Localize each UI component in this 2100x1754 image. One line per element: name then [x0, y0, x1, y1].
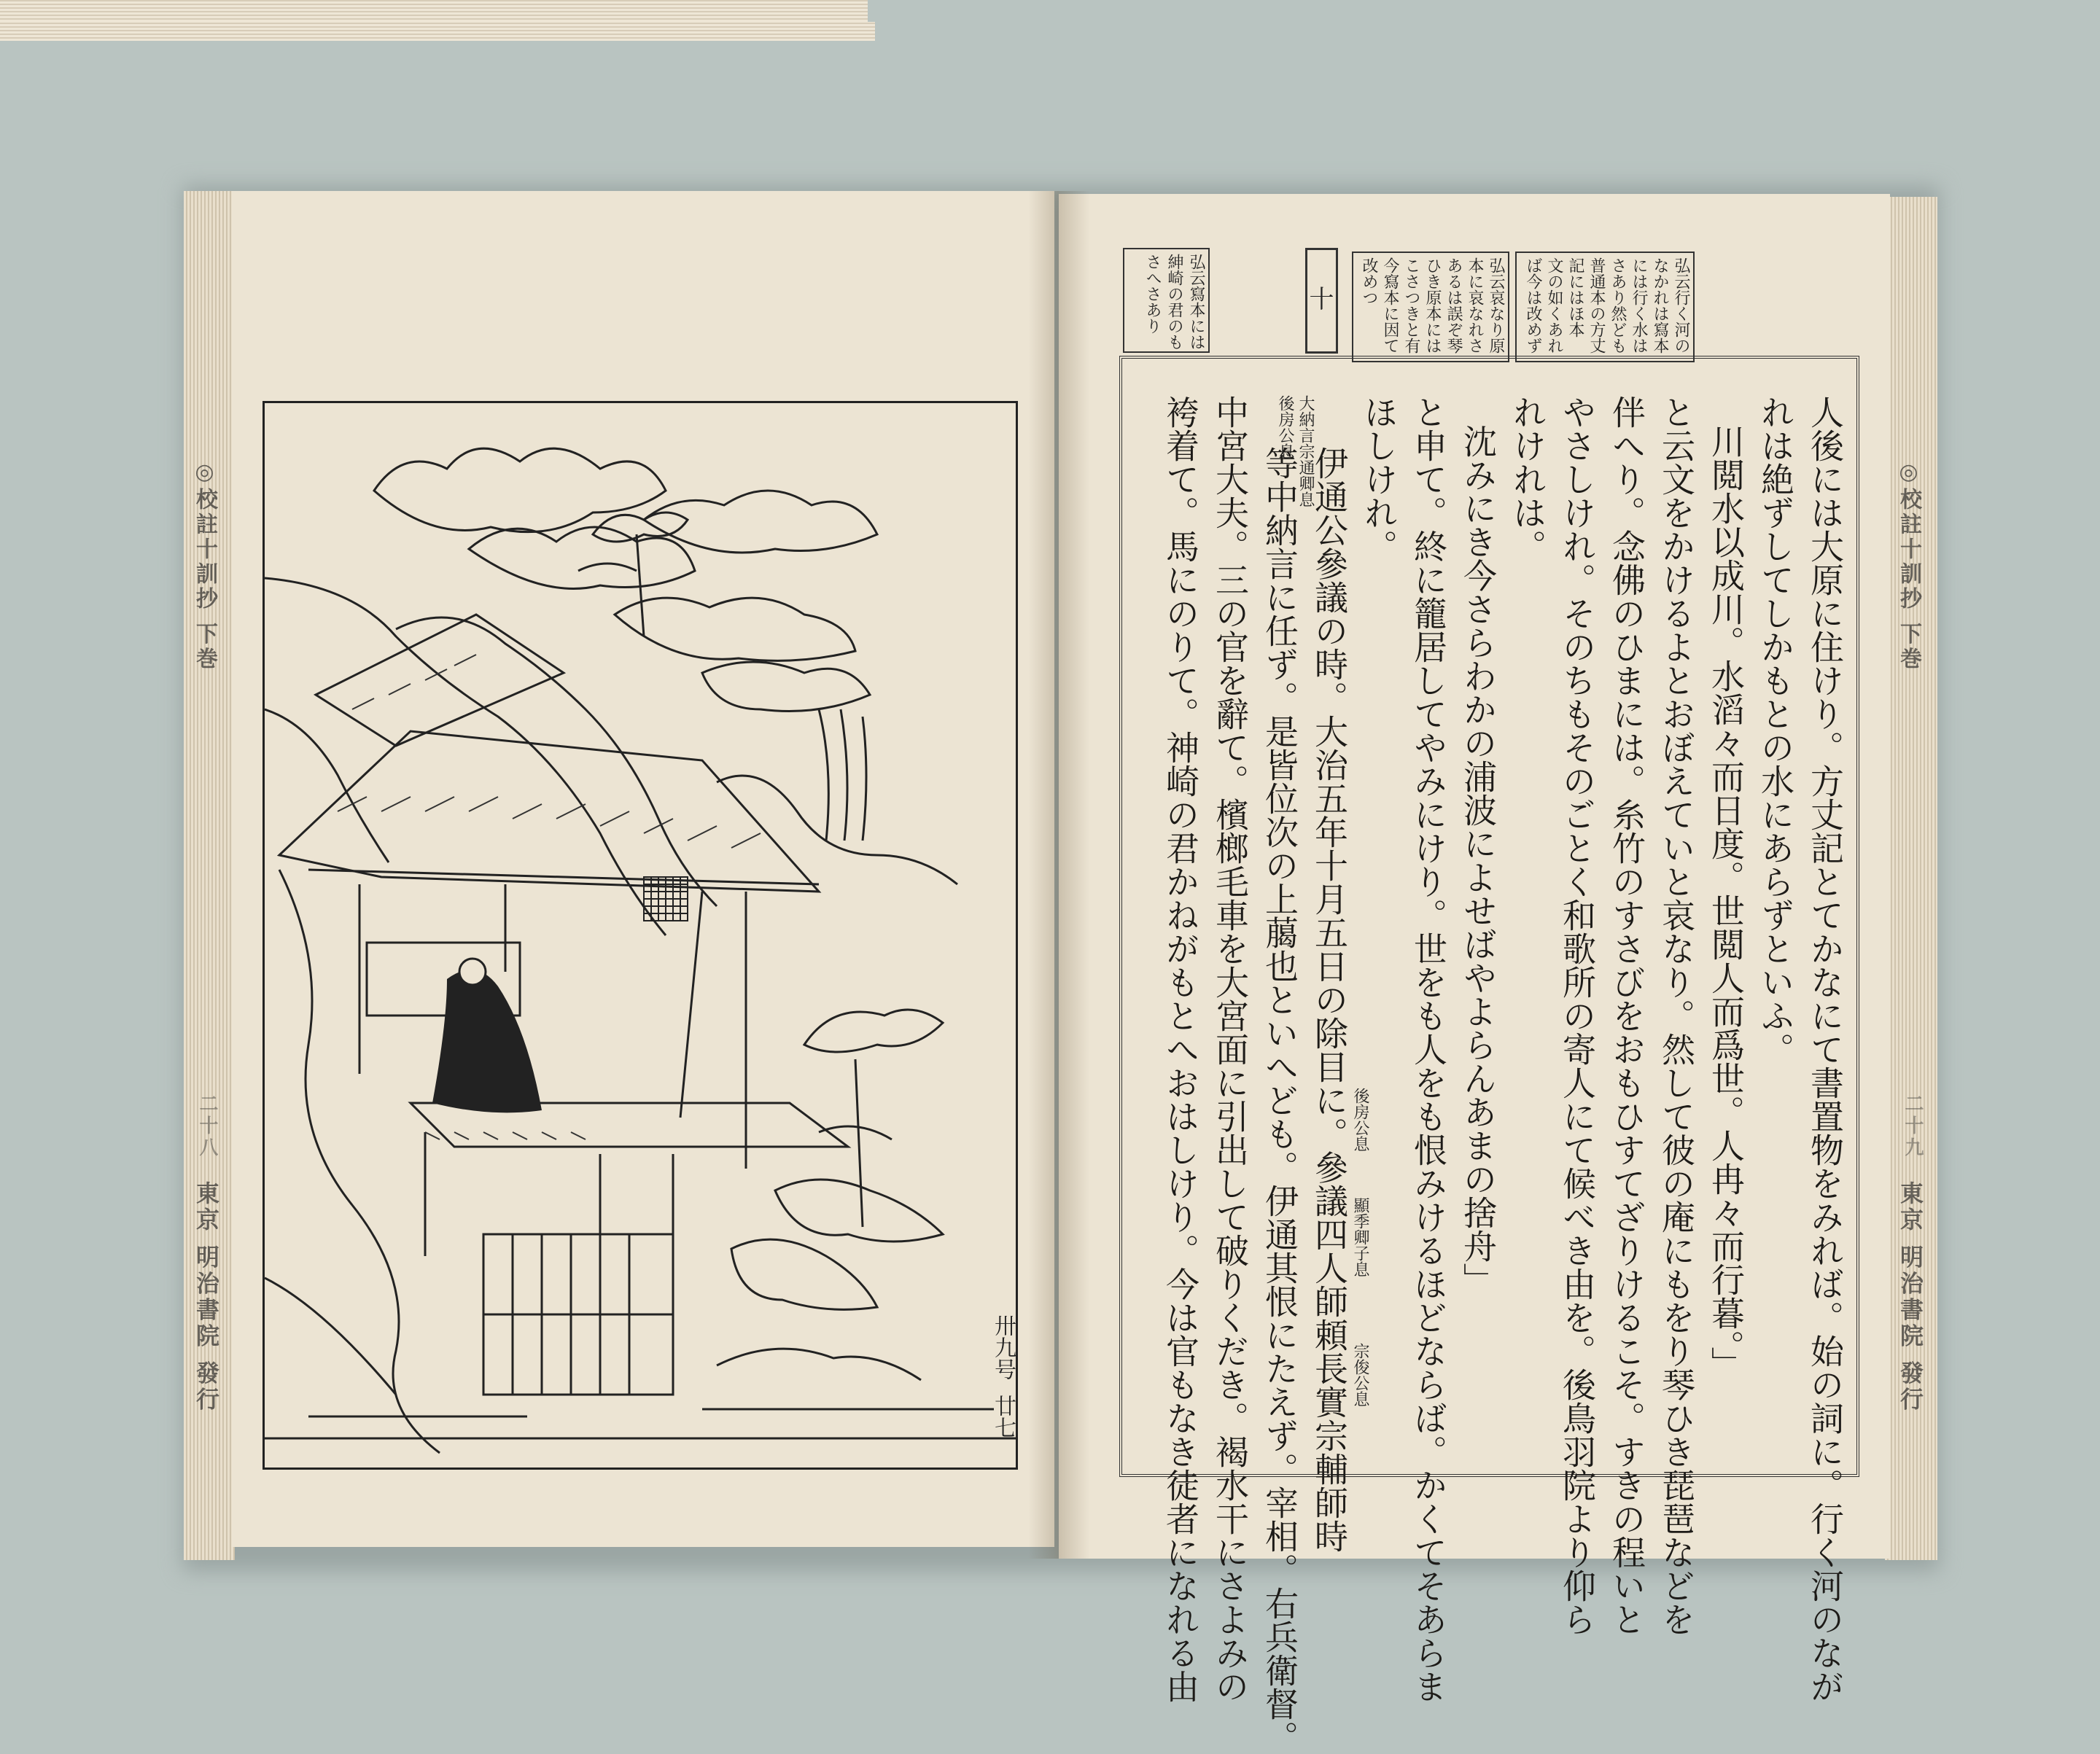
note-line: ば今は改めず	[1524, 257, 1542, 354]
right-bottom-edge	[0, 22, 875, 41]
left-bottom-edge	[0, 0, 868, 22]
note-line: さへさあり	[1143, 254, 1162, 334]
text-line: 中宮大夫。三の官を辭て。檳榔毛車を大宮面に引出して破りくだき。褐水干にさよみの	[1210, 395, 1250, 1703]
interlinear-note: 大納言宗通卿息	[1296, 395, 1315, 507]
note-line: なかれは寫本	[1651, 257, 1669, 354]
illustration-caption-1: 卅九号	[990, 1314, 1016, 1380]
woodblock-illustration	[262, 401, 1018, 1470]
text-line: と云文をかけるよとおぼえていと哀なり。然して彼の庵にもをり琴ひき琵琶などを	[1657, 395, 1696, 1636]
note-line: あるは誤ぞ琴	[1444, 257, 1463, 354]
interlinear-note: 宗俊公息	[1351, 1343, 1369, 1407]
note-line: 弘云哀なり原	[1487, 257, 1505, 354]
text-line: と申て。終に籠居してやみにけり。世をも人をも恨みけるほどならば。かくてそあらま	[1409, 395, 1448, 1703]
note-line: さあり然ども	[1609, 257, 1627, 354]
text-line: 人後には大原に住けり。方丈記とてかなにて書置物をみれば。始の詞に。行く河のなが	[1805, 395, 1845, 1703]
text-line: れは絶ずしてしかもとの水にあらずといふ。	[1756, 395, 1795, 1066]
note-line: 今寫本に因て	[1381, 257, 1399, 354]
note-line: 本に哀なれさ	[1466, 257, 1484, 354]
interlinear-note: 後房公息	[1351, 1088, 1369, 1152]
text-line: 川閲水以成川。水滔々而日度。世閲人而爲世。人冉々而行暮。」	[1706, 424, 1746, 1380]
margin-note-2	[1352, 252, 1509, 362]
left-edge-page: 二十八	[196, 1094, 218, 1159]
left-edge-publisher: 東京 明治書院 發行	[192, 1181, 220, 1414]
monk-figure	[432, 970, 542, 1112]
right-edge-publisher: 東京 明治書院 發行	[1897, 1181, 1924, 1414]
text-line: 袴着て。馬にのりて。神崎の君かねがもとへおはしけり。今は官もなき徒者になれる由	[1161, 395, 1200, 1703]
page-number: 十	[1305, 248, 1338, 354]
note-line: 記にはほ本	[1566, 257, 1584, 338]
note-line: 弘云寫本には	[1187, 254, 1205, 350]
book-gutter	[1028, 191, 1090, 1559]
note-line: ひき原本には	[1423, 257, 1442, 354]
note-line: 改めつ	[1360, 257, 1378, 305]
illustration-drawing	[265, 403, 1016, 1467]
text-line: やさしけれ。そのちもそのごとく和歌所の寄人にて候べき由を。後鳥羽院より仰ら	[1558, 395, 1597, 1636]
illustration-caption-2: 廿七	[990, 1395, 1016, 1438]
note-line: 弘云行く河の	[1672, 257, 1690, 354]
text-line: 等中納言に任ず。是皆位次の上﨟也といへども。伊通其恨にたえず。宰相。右兵衛督。	[1260, 446, 1299, 1754]
left-edge-title: ◎校註十訓抄 下巻	[192, 459, 217, 672]
main-text-frame	[1119, 356, 1859, 1754]
right-edge-page: 二十九	[1902, 1094, 1924, 1159]
text-line: 伊通公參議の時。大治五年十月五日の除目に。參議四人師頼長實宗輔師時	[1310, 446, 1349, 1553]
margin-note-1	[1515, 252, 1695, 362]
text-line: れけれは。	[1508, 395, 1547, 563]
text-line: ほしけれ。	[1359, 395, 1399, 563]
interlinear-note: 顯季卿子息	[1351, 1197, 1369, 1277]
note-line: 紳崎の君のも	[1165, 254, 1183, 350]
text-line: 沈みにき今さらわかの浦波によせばやよらんあまの捨舟」	[1458, 424, 1498, 1296]
note-line: 文の如くあれ	[1545, 257, 1563, 354]
margin-note-3	[1123, 248, 1210, 353]
note-line: 普通本の方丈	[1587, 257, 1606, 354]
interlinear-note: 後房公息	[1276, 395, 1294, 459]
note-line: こさつきと有	[1402, 257, 1420, 354]
right-edge-title: ◎校註十訓抄 下巻	[1896, 459, 1921, 672]
text-line: 伴へり。念佛のひまには。糸竹のすさびをおもひすてざりけるこそ。すきの程いと	[1607, 395, 1646, 1636]
note-line: には行く水は	[1630, 257, 1648, 354]
